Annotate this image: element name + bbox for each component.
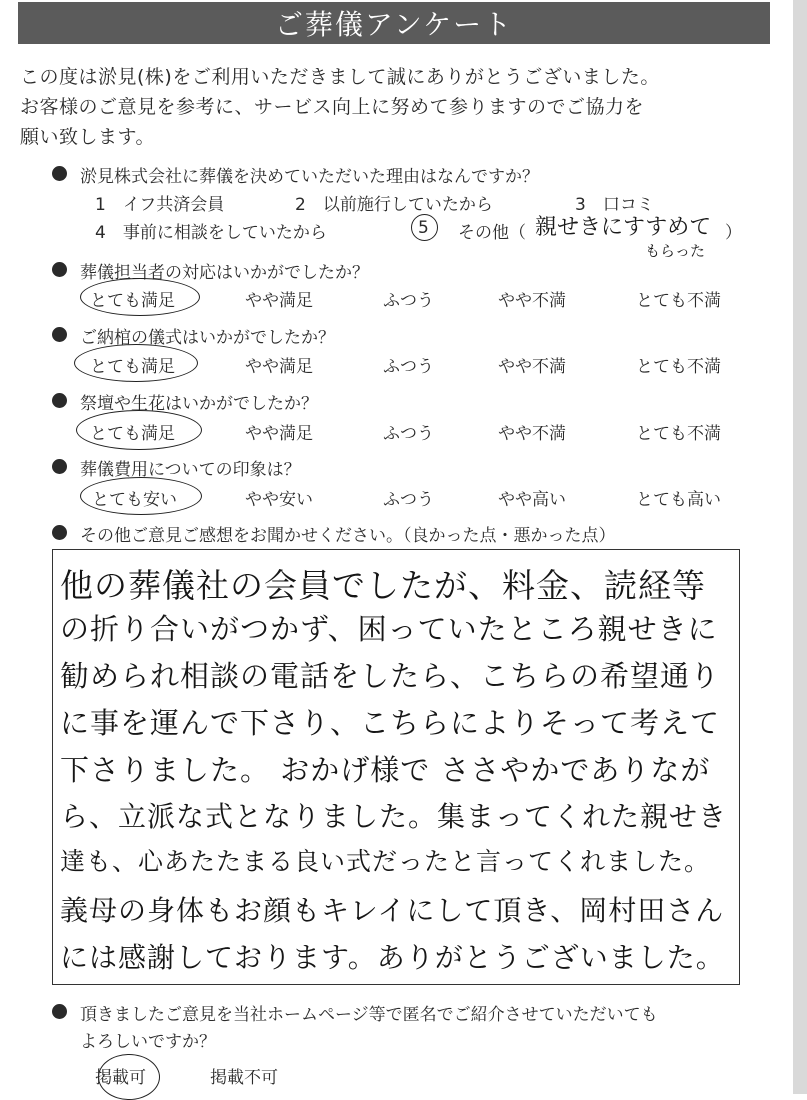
intro-line-3: 願い致します。 xyxy=(20,126,155,148)
q4-option-2[interactable]: やや満足 xyxy=(245,424,313,444)
scan-edge xyxy=(793,0,807,1094)
q1-option-1[interactable]: 1 イフ共済会員 xyxy=(95,195,225,215)
q3-option-5[interactable]: とても不満 xyxy=(636,357,721,377)
q5-option-1[interactable]: とても安い xyxy=(92,490,177,510)
q1-handwritten-answer-2: もらった xyxy=(645,242,706,260)
q5-option-5[interactable]: とても高い xyxy=(636,490,721,510)
comment-line: ら、立派な式となりました。集まってくれた親せき xyxy=(60,800,728,833)
bullet-icon xyxy=(52,1004,67,1019)
intro-line-2: お客様のご意見を参考に、サービス向上に努めて参りますのでご協力を xyxy=(20,96,645,118)
q3-option-4[interactable]: やや不満 xyxy=(498,357,566,377)
q4-option-5[interactable]: とても不満 xyxy=(636,424,721,444)
q6-question: その他ご意見ご感想をお聞かせください。（良かった点・悪かった点） xyxy=(80,526,616,546)
page-title: ご葬儀アンケート xyxy=(18,2,770,44)
q1-question: 淤見株式会社に葬儀を決めていただいた理由はなんですか？ xyxy=(80,167,539,187)
comment-line: 下さりました。 おかげ様で ささやかでありなが xyxy=(60,753,711,787)
intro-line-1: この度は淤見(株)をご利用いただきまして誠にありがとうございました。 xyxy=(20,66,660,88)
q1-option-5[interactable]: 5 xyxy=(418,218,429,238)
bullet-icon xyxy=(52,393,67,408)
q4-option-4[interactable]: やや不満 xyxy=(498,424,566,444)
q1-option-3[interactable]: 3 口コミ xyxy=(575,195,654,215)
q7-question-line-1: 頂きましたご意見を当社ホームページ等で匿名でご紹介させていただいても xyxy=(80,1005,658,1025)
comment-line: 他の葬儀社の会員でしたが、料金、読経等 xyxy=(60,566,706,605)
q1-option-2[interactable]: 2 以前施行していたから xyxy=(295,195,493,215)
bullet-icon xyxy=(52,166,67,181)
q2-option-1[interactable]: とても満足 xyxy=(90,291,175,311)
q3-option-3[interactable]: ふつう xyxy=(383,357,434,377)
bullet-icon xyxy=(52,262,67,277)
q4-option-3[interactable]: ふつう xyxy=(383,424,434,444)
q4-question: 祭壇や生花はいかがでしたか？ xyxy=(80,394,318,414)
q2-option-4[interactable]: やや不満 xyxy=(498,291,566,311)
bullet-icon xyxy=(52,327,67,342)
q1-close-paren: ） xyxy=(725,223,742,243)
q4-option-1[interactable]: とても満足 xyxy=(90,424,175,444)
q2-question: 葬儀担当者の対応はいかがでしたか？ xyxy=(80,263,369,283)
q2-option-2[interactable]: やや満足 xyxy=(245,291,313,311)
comment-line: 義母の身体もお顔もキレイにして頂き、岡村田さん xyxy=(60,894,725,927)
comment-line: には感謝しております。ありがとうございました。 xyxy=(60,941,725,974)
q2-option-3[interactable]: ふつう xyxy=(383,291,434,311)
q5-option-3[interactable]: ふつう xyxy=(383,490,434,510)
q3-question: ご納棺の儀式はいかがでしたか？ xyxy=(80,328,335,348)
comment-line: に事を運んで下さり、こちらによりそって考えて xyxy=(60,706,721,740)
comment-line: 勧められ相談の電話をしたら、こちらの希望通り xyxy=(60,659,721,693)
bullet-icon xyxy=(52,459,67,474)
comment-line: 達も、心あたたまる良い式だったと言ってくれました。 xyxy=(60,847,711,876)
q5-option-2[interactable]: やや安い xyxy=(245,490,313,510)
bullet-icon xyxy=(52,525,67,540)
q7-question-line-2: よろしいですか？ xyxy=(80,1032,216,1052)
q3-option-2[interactable]: やや満足 xyxy=(245,357,313,377)
q1-option-other[interactable]: その他（ xyxy=(458,223,526,243)
q5-question: 葬儀費用についての印象は？ xyxy=(80,460,301,480)
q2-option-5[interactable]: とても不満 xyxy=(636,291,721,311)
q1-handwritten-answer: 親せきにすすめて xyxy=(535,215,712,240)
q3-option-1[interactable]: とても満足 xyxy=(90,357,175,377)
comment-line: の折り合いがつかず、困っていたところ親せきに xyxy=(60,612,718,646)
q5-option-4[interactable]: やや高い xyxy=(498,490,566,510)
q7-option-2[interactable]: 掲載不可 xyxy=(210,1068,278,1088)
q7-option-1[interactable]: 掲載可 xyxy=(95,1068,146,1088)
q1-option-4[interactable]: 4 事前に相談をしていたから xyxy=(95,223,327,243)
